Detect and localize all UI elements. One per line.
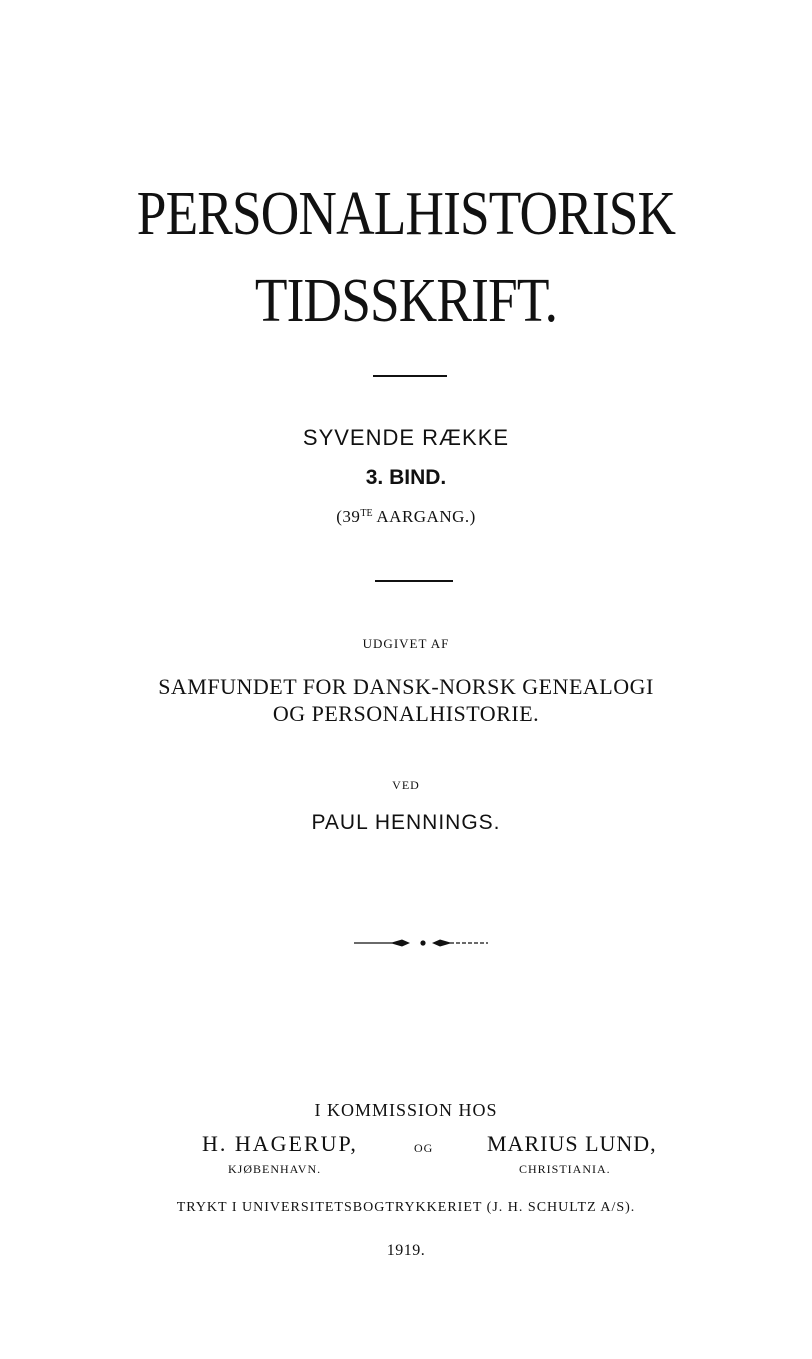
year-of-issue-rest: AARGANG.) — [372, 507, 476, 526]
by-label: VED — [392, 778, 420, 792]
editor-name: PAUL HENNINGS. — [311, 811, 501, 834]
publisher-right-city: CHRISTIANIA. — [519, 1162, 611, 1176]
publisher-left-name: H. HAGERUP, — [202, 1131, 358, 1156]
publisher-left-city: KJØBENHAVN. — [228, 1162, 322, 1176]
year-of-issue-superscript: TE — [360, 508, 373, 519]
printer-line: TRYKT I UNIVERSITETSBOGTRYKKERIET (J. H. SCHULTZ A/S). — [176, 1200, 636, 1215]
publisher-conjunction: OG — [414, 1141, 434, 1155]
divider-rule-middle — [375, 580, 453, 582]
commission-label: I KOMMISSION HOS — [314, 1100, 498, 1120]
journal-title-line-2: TIDSSKRIFT. — [254, 267, 558, 335]
publisher-right-name: MARIUS LUND, — [487, 1131, 657, 1156]
publication-year: 1919. — [386, 1242, 426, 1259]
year-of-issue — [0, 508, 812, 525]
year-of-issue-open: (39 — [336, 507, 361, 526]
volume-label: 3. BIND. — [365, 466, 447, 489]
society-name-line-1: SAMFUNDET FOR DANSK-NORSK GENEALOGI — [158, 674, 654, 699]
series-label: SYVENDE RÆKKE — [302, 425, 510, 450]
ornament-divider-icon — [354, 936, 488, 950]
divider-rule-top — [373, 375, 447, 377]
journal-title-line-1: PERSONALHISTORISK — [136, 180, 676, 248]
issued-by-label: UDGIVET AF — [362, 636, 450, 651]
society-name-line-2: OG PERSONALHISTORIE. — [272, 701, 540, 726]
